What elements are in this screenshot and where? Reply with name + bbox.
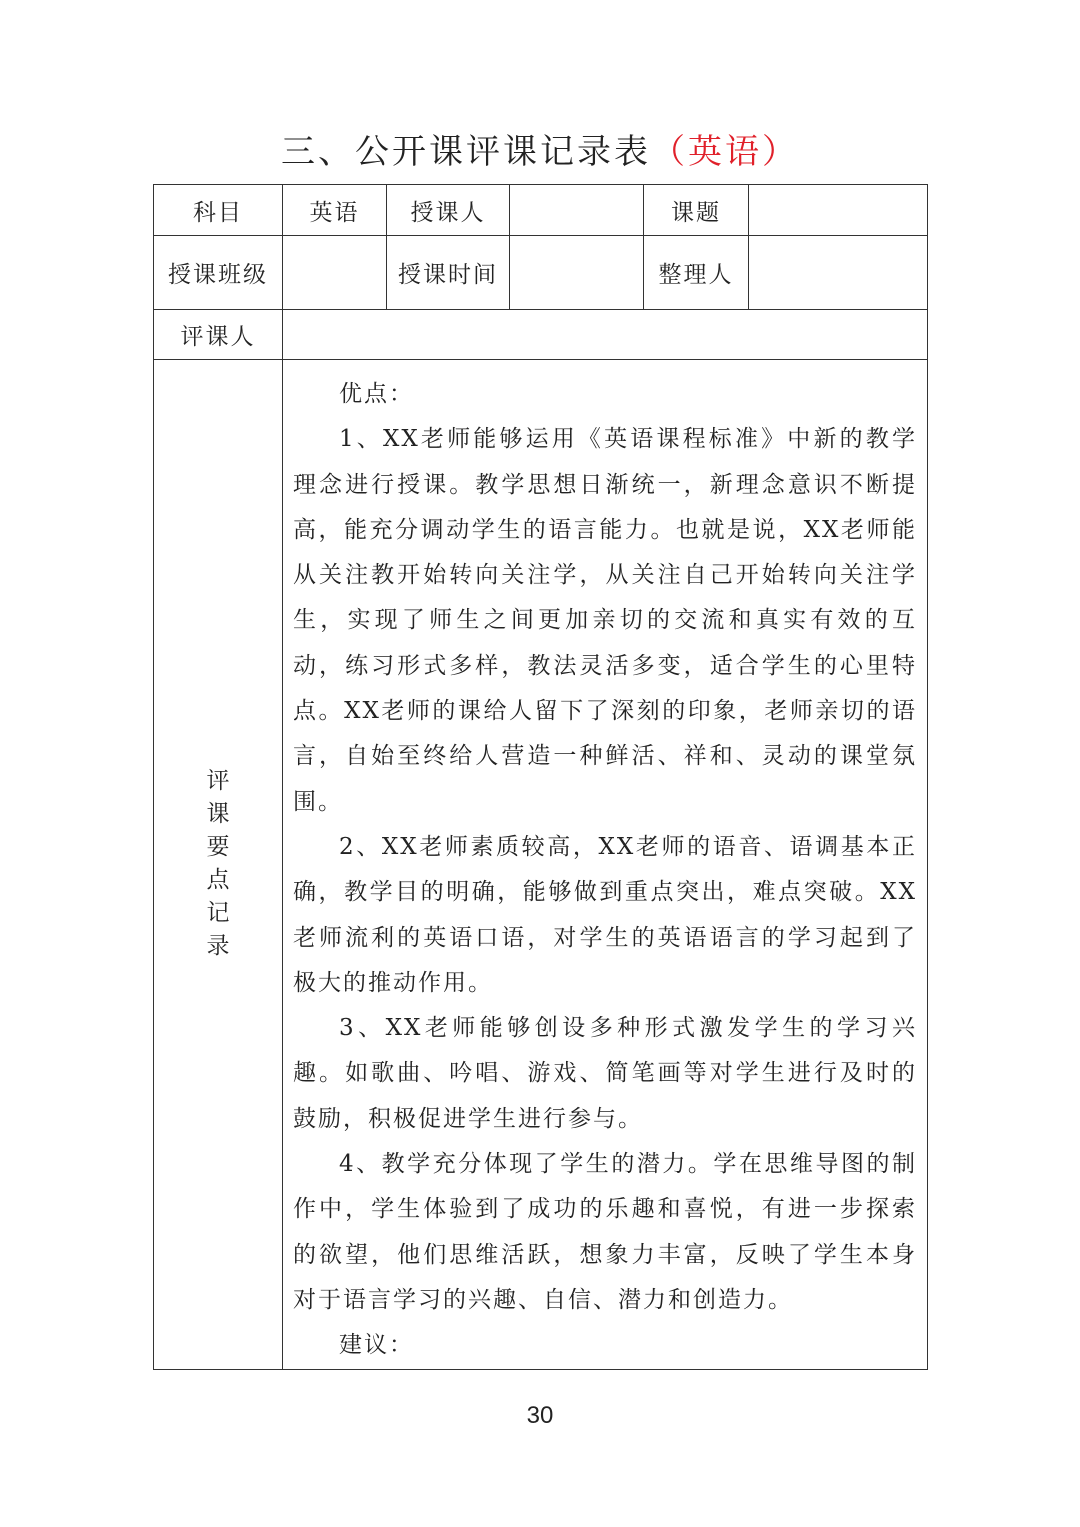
organizer-label: 整理人 [644,236,749,310]
teacher-value [510,185,644,236]
title-main: 三、公开课评课记录表 [281,132,651,172]
table-row [154,185,928,236]
organizer-value [749,236,928,310]
table-row [154,360,928,1370]
page-title [0,126,1080,178]
record-paragraph: 2、XX老师素质较高，XX老师的语音、语调基本正确，教学目的明确，能够做到重点突出，难点突破。XX老师流利的英语口语，对学生的英语语言的学习起到了极大的推动作用。 [293,833,917,996]
subject-label: 科目 [154,185,283,236]
reviewer-label: 评课人 [154,310,283,360]
strengths-heading: 优点： [339,381,414,407]
record-label-char: 要 [206,834,230,861]
table-row [154,310,928,360]
record-label-cell [154,360,283,1370]
subject-value: 英语 [283,185,387,236]
record-label-char: 录 [206,933,230,960]
suggestions-heading: 建议： [339,1332,414,1359]
time-value [510,236,644,310]
record-paragraph: 3、XX老师能够创设多种形式激发学生的学习兴趣。如歌曲、吟唱、游戏、简笔画等对学生进行及时的鼓励，积极促进学生进行参与。 [293,1015,917,1132]
record-content [283,360,928,1370]
time-label: 授课时间 [387,236,510,310]
reviewer-value [283,310,928,360]
topic-label: 课题 [644,185,749,236]
record-label [203,765,233,963]
topic-value [749,185,928,236]
record-label-char: 点 [206,867,230,894]
record-label-char: 评 [206,768,230,795]
record-paragraph: 1、XX老师能够运用《英语课程标准》中新的教学理念进行授课。教学思想日渐统一，新理念意识不断提高，能充分调动学生的语言能力。也就是说，XX老师能从关注教开始转向关注学，从关注自己开始转向关注学生，实现了师生之间更加亲切的交流和真实有效的互动，练习形式多样，教法灵活多变，适合学生的心里特点。XX老师的课给人留下了深刻的印象，老师亲切的语言，自始至终给人营造一种鲜活、祥和、灵动的课堂氛围。 [293,426,917,815]
page-number: 30 [526,1402,554,1429]
record-paragraph: 4、教学充分体现了学生的潜力。学在思维导图的制作中，学生体验到了成功的乐趣和喜悦，有进一步探索的欲望，他们思维活跃，想象力丰富，反映了学生本身对于语言学习的兴趣、自信、潜力和创造力。 [293,1151,917,1313]
record-label-char: 课 [206,801,230,828]
table-row [154,236,928,310]
evaluation-record-table [153,184,928,1370]
class-label: 授课班级 [154,236,283,310]
title-subject-highlight: （英语） [651,132,799,172]
record-label-char: 记 [206,900,230,927]
teacher-label: 授课人 [387,185,510,236]
class-value [283,236,387,310]
